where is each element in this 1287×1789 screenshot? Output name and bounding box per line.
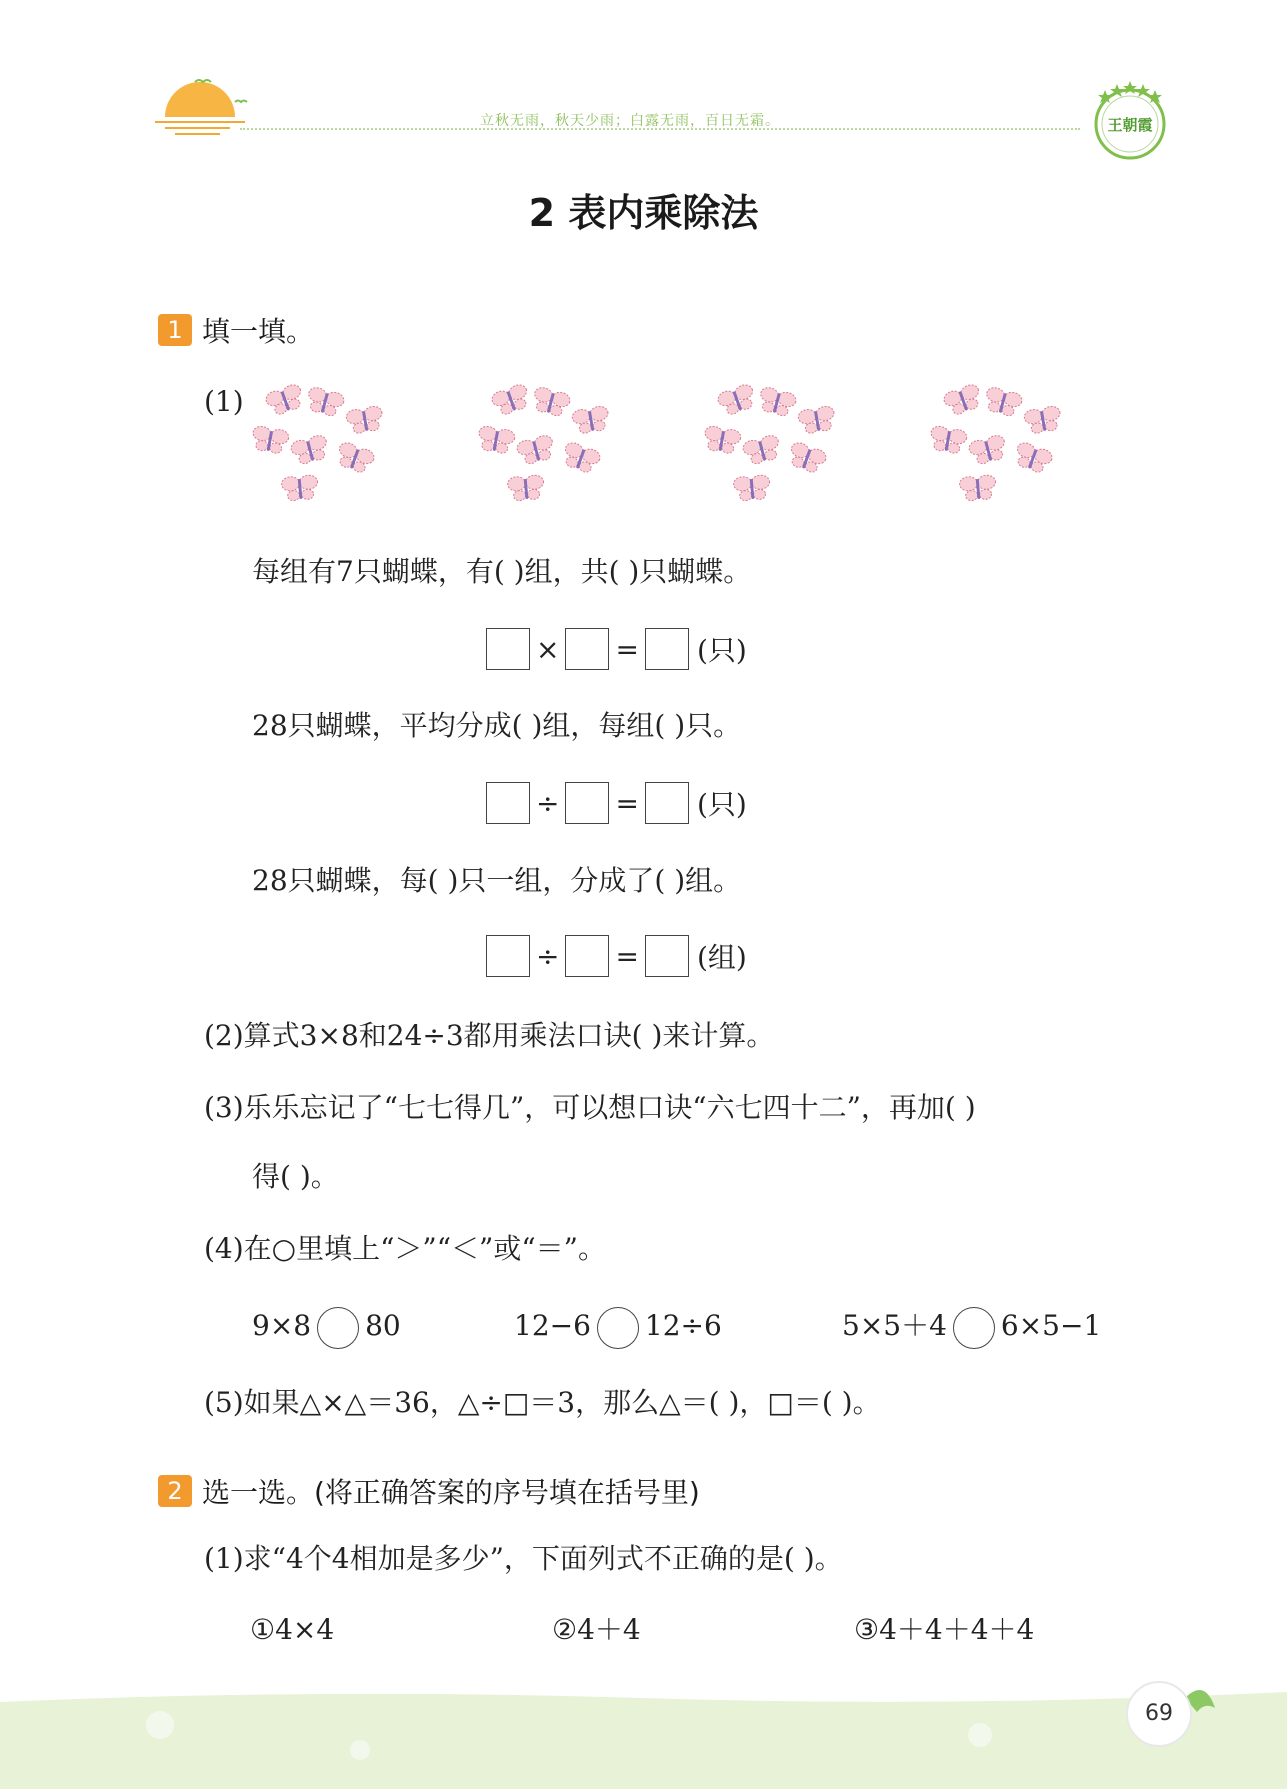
butterfly-icon (757, 386, 798, 418)
page-title: 2 表内乘除法 (528, 191, 759, 235)
section-1-title: 填一填。 (202, 315, 315, 348)
butterfly-icon (1012, 441, 1054, 476)
butterfly-icon (290, 434, 331, 466)
answer-box[interactable] (486, 782, 530, 824)
compare-2 (514, 1306, 722, 1349)
butterfly-icon (942, 383, 984, 418)
equals-sign: = (615, 786, 639, 820)
butterfly-icon (716, 383, 758, 418)
butterfly-icon (334, 441, 376, 476)
answer-box[interactable] (565, 628, 609, 670)
compare-circle[interactable] (317, 1307, 359, 1349)
butterfly-group-4 (928, 380, 1068, 515)
butterfly-icon (983, 386, 1024, 418)
butterfly-icon (733, 474, 771, 501)
q5-text: (5)如果△×△＝36，△÷□＝3，那么△＝( )，□＝( )。 (204, 1386, 881, 1419)
answer-box[interactable] (486, 935, 530, 977)
times-sign: × (536, 632, 560, 666)
s2-q1-prompt: (1)求“4个4相加是多少”，下面列式不正确的是( )。 (204, 1542, 843, 1575)
section-2-heading (158, 1471, 700, 1511)
q3-line2: 得( )。 (252, 1160, 339, 1193)
butterfly-icon (702, 425, 742, 455)
compare-left: 12−6 (514, 1309, 591, 1342)
compare-left: 5×5＋4 (842, 1309, 947, 1342)
butterfly-icon (531, 386, 572, 418)
butterfly-group-3 (702, 380, 842, 515)
footer-decoration (0, 1680, 1287, 1789)
option-1[interactable]: ①4×4 (250, 1613, 335, 1646)
butterfly-icon (516, 434, 557, 466)
butterfly-icon (1023, 405, 1063, 435)
q1-line3: 28只蝴蝶，每( )只一组，分成了( )组。 (252, 864, 742, 897)
brand-seal-logo (1085, 76, 1175, 166)
answer-box[interactable] (645, 782, 689, 824)
butterfly-icon (560, 441, 602, 476)
option-3[interactable]: ③4＋4＋4＋4 (854, 1613, 1035, 1646)
section-2-title: 选一选。(将正确答案的序号填在括号里) (202, 1476, 700, 1509)
compare-circle[interactable] (953, 1307, 995, 1349)
divide-sign: ÷ (536, 786, 560, 820)
brand-name: 王朝霞 (1107, 116, 1153, 134)
q1-line2: 28只蝴蝶，平均分成( )组，每组( )只。 (252, 709, 742, 742)
section-2-number: 2 (158, 1475, 192, 1507)
answer-box[interactable] (565, 935, 609, 977)
page-number: 69 (1126, 1681, 1192, 1747)
butterfly-icon (264, 383, 306, 418)
equals-sign: = (615, 939, 639, 973)
compare-right: 12÷6 (644, 1309, 722, 1342)
q4-prompt: (4)在○里填上“＞”“＜”或“＝”。 (204, 1232, 606, 1265)
q1-line1: 每组有7只蝴蝶，有( )组，共( )只蝴蝶。 (252, 555, 752, 588)
unit-label: (组) (696, 941, 747, 974)
option-2[interactable]: ②4＋4 (552, 1613, 641, 1646)
compare-3 (842, 1306, 1101, 1349)
equation-divide-2 (486, 935, 747, 977)
answer-box[interactable] (486, 628, 530, 670)
section-1-heading (158, 310, 314, 350)
butterfly-icon (281, 474, 319, 501)
butterfly-icon (345, 405, 385, 435)
unit-label: (只) (696, 634, 747, 667)
q3-line1: (3)乐乐忘记了“七七得几”，可以想口诀“六七四十二”，再加( ) (204, 1091, 976, 1124)
answer-box[interactable] (645, 628, 689, 670)
butterfly-icon (959, 474, 997, 501)
butterfly-icon (928, 425, 968, 455)
equals-sign: = (615, 632, 639, 666)
compare-circle[interactable] (597, 1307, 639, 1349)
equation-divide-1 (486, 782, 747, 824)
compare-right: 6×5−1 (1000, 1309, 1102, 1342)
sunset-logo-icon (150, 72, 250, 152)
answer-box[interactable] (645, 935, 689, 977)
q2-text: (2)算式3×8和24÷3都用乘法口诀( )来计算。 (204, 1019, 775, 1052)
butterfly-icon (507, 474, 545, 501)
equation-multiply (486, 628, 747, 670)
compare-left: 9×8 (252, 1309, 312, 1342)
butterfly-icon (742, 434, 783, 466)
compare-right: 80 (365, 1309, 401, 1342)
butterfly-icon (305, 386, 346, 418)
butterfly-icon (250, 425, 290, 455)
answer-box[interactable] (565, 782, 609, 824)
butterfly-group-2 (476, 380, 616, 515)
butterfly-icon (571, 405, 611, 435)
compare-1 (252, 1306, 401, 1349)
unit-label: (只) (696, 788, 747, 821)
header-proverb: 立秋无雨，秋天少雨；白露无雨，百日无霜。 (480, 113, 780, 129)
butterfly-icon (968, 434, 1009, 466)
butterfly-icon (797, 405, 837, 435)
section-1-number: 1 (158, 314, 192, 346)
q1-label: (1) (204, 385, 244, 418)
butterfly-group-1 (250, 380, 390, 515)
divide-sign: ÷ (536, 939, 560, 973)
butterfly-icon (476, 425, 516, 455)
butterfly-icon (490, 383, 532, 418)
butterfly-icon (786, 441, 828, 476)
